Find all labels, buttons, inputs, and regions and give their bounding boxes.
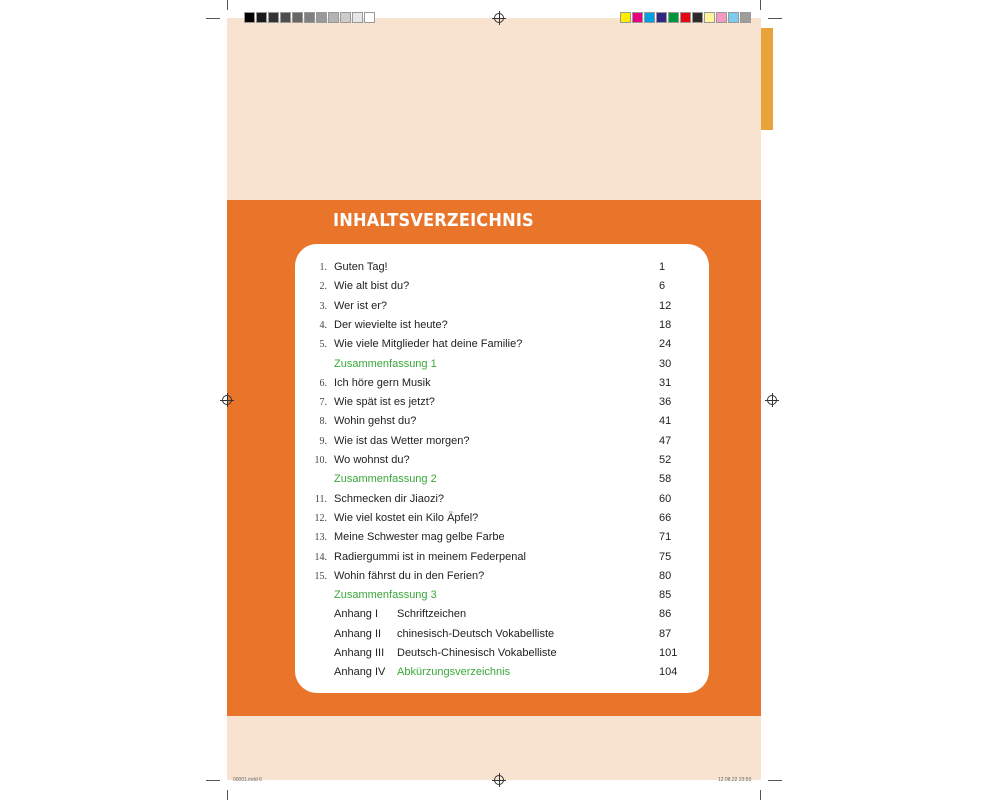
- toc-title: Wo wohnst du?: [334, 454, 410, 466]
- toc-row[interactable]: [295, 377, 709, 396]
- registration-mark: [494, 13, 504, 23]
- slug-date: 12.08.22 23:50: [718, 777, 752, 783]
- registration-mark: [494, 775, 504, 785]
- toc-number: 13.: [314, 532, 327, 544]
- crop-mark: [760, 790, 761, 800]
- gray-swatch: [256, 12, 267, 23]
- toc-page: 85: [659, 589, 672, 602]
- toc-title: Wohin gehst du?: [334, 415, 417, 428]
- toc-page: 60: [659, 492, 672, 505]
- toc-number: 7.: [319, 397, 327, 409]
- color-swatch: [704, 12, 715, 23]
- toc-row[interactable]: [295, 319, 709, 338]
- crop-mark: [768, 780, 782, 781]
- gray-swatch: [292, 12, 303, 23]
- toc-number: 15.: [314, 570, 327, 582]
- toc-page: 66: [659, 511, 672, 524]
- toc-title: Ich höre gern Musik: [334, 376, 431, 389]
- toc-row[interactable]: [295, 261, 709, 280]
- crop-mark: [227, 790, 228, 800]
- gray-swatch: [268, 12, 279, 23]
- toc-title: Wie spät ist es jetzt?: [334, 396, 435, 409]
- appendix-label: Anhang III: [334, 647, 385, 659]
- toc-title: Zusammenfassung 1: [334, 357, 437, 370]
- toc-number: 9.: [319, 435, 327, 447]
- toc-number: 3.: [319, 300, 327, 312]
- toc-row[interactable]: [295, 551, 709, 570]
- toc-number: 2.: [319, 281, 327, 293]
- toc-row[interactable]: [295, 300, 709, 319]
- toc-page: 47: [659, 434, 672, 447]
- gray-swatch: [352, 12, 363, 23]
- toc-row[interactable]: [295, 512, 709, 531]
- appendix-row[interactable]: [295, 647, 709, 666]
- toc-title: Zusammenfassung 3: [334, 589, 437, 602]
- toc-row[interactable]: [295, 435, 709, 454]
- toc-title: Der wievielte ist heute?: [334, 318, 448, 331]
- toc-heading: INHALTSVERZEICHNIS: [333, 210, 534, 231]
- toc-number: 10.: [314, 455, 327, 466]
- toc-row[interactable]: [295, 473, 709, 492]
- toc-number: 1.: [319, 262, 327, 273]
- toc-page: 6: [659, 280, 666, 293]
- appendix-page: 101: [659, 647, 678, 659]
- toc-row[interactable]: [295, 570, 709, 589]
- color-swatch: [668, 12, 679, 23]
- toc-page: 36: [659, 396, 672, 409]
- toc-page: 30: [659, 357, 672, 370]
- toc-number: 14.: [314, 551, 327, 563]
- crop-mark: [768, 18, 782, 19]
- toc-title: Wie alt bist du?: [334, 280, 410, 293]
- crop-mark: [227, 0, 228, 10]
- appendix-label: Anhang II: [334, 627, 382, 640]
- toc-row[interactable]: [295, 396, 709, 415]
- toc-page: 12: [659, 299, 672, 312]
- toc-card: [295, 244, 709, 693]
- appendix-title: Abkürzungsverzeichnis: [397, 666, 511, 679]
- page-edge-tab: [761, 28, 773, 130]
- color-swatch: [740, 12, 751, 23]
- appendix-page: 104: [659, 666, 678, 679]
- appendix-row[interactable]: [295, 666, 709, 685]
- toc-title: Wie ist das Wetter morgen?: [334, 434, 470, 447]
- toc-title: Zusammenfassung 2: [334, 473, 437, 486]
- toc-title: Guten Tag!: [334, 261, 388, 273]
- toc-page: 75: [659, 550, 672, 563]
- toc-title: Meine Schwester mag gelbe Farbe: [334, 531, 505, 544]
- gray-swatch: [340, 12, 351, 23]
- toc-number: 4.: [319, 319, 327, 331]
- color-swatch: [644, 12, 655, 23]
- appendix-row[interactable]: [295, 628, 709, 647]
- slug-filename: 00001.indd 6: [233, 777, 262, 783]
- appendix-page: 86: [659, 608, 672, 621]
- color-swatch: [692, 12, 703, 23]
- toc-number: 12.: [314, 512, 327, 524]
- toc-page: 41: [659, 415, 672, 428]
- toc-title: Radiergummi ist in meinem Federpenal: [334, 550, 526, 563]
- appendix-title: chinesisch-Deutsch Vokabelliste: [397, 627, 555, 640]
- toc-row[interactable]: [295, 589, 709, 608]
- gray-swatch: [316, 12, 327, 23]
- toc-page: 31: [659, 376, 672, 389]
- toc-number: 6.: [319, 377, 327, 389]
- appendix-label: Anhang I: [334, 608, 379, 621]
- appendix-page: 87: [659, 627, 672, 640]
- toc-title: Wie viel kostet ein Kilo Äpfel?: [334, 511, 479, 524]
- appendix-title: Deutsch-Chinesisch Vokabelliste: [397, 647, 557, 659]
- toc-page: 71: [659, 531, 672, 544]
- toc-number: 8.: [319, 416, 327, 428]
- crop-mark: [206, 18, 220, 19]
- toc-row[interactable]: [295, 358, 709, 377]
- toc-page: 58: [659, 473, 672, 486]
- toc-page: 52: [659, 454, 672, 466]
- toc-title: Wie viele Mitglieder hat deine Familie?: [334, 338, 523, 351]
- color-swatch: [656, 12, 667, 23]
- toc-row[interactable]: [295, 415, 709, 434]
- appendix-label: Anhang IV: [334, 666, 386, 679]
- toc-title: Wer ist er?: [334, 299, 387, 312]
- gray-swatch: [328, 12, 339, 23]
- toc-title: Wohin fährst du in den Ferien?: [334, 569, 485, 582]
- toc-row[interactable]: [295, 493, 709, 512]
- gray-swatch: [280, 12, 291, 23]
- crop-mark: [760, 0, 761, 10]
- toc-page: 24: [659, 338, 672, 351]
- color-swatch: [680, 12, 691, 23]
- gray-swatch: [364, 12, 375, 23]
- appendix-title: Schriftzeichen: [397, 608, 467, 621]
- toc-number: 11.: [314, 493, 327, 505]
- gray-swatch: [244, 12, 255, 23]
- toc-row[interactable]: [295, 280, 709, 299]
- color-swatch: [632, 12, 643, 23]
- toc-row[interactable]: [295, 454, 709, 473]
- color-swatch: [728, 12, 739, 23]
- toc-row[interactable]: [295, 531, 709, 550]
- registration-mark: [767, 395, 777, 405]
- toc-page: 80: [659, 569, 672, 582]
- toc-title: Schmecken dir Jiaozi?: [334, 492, 445, 505]
- color-swatch: [716, 12, 727, 23]
- toc-row[interactable]: [295, 338, 709, 357]
- registration-mark: [222, 395, 232, 405]
- gray-swatch: [304, 12, 315, 23]
- toc-page: 1: [659, 261, 666, 273]
- color-swatch: [620, 12, 631, 23]
- appendix-row[interactable]: [295, 608, 709, 627]
- toc-number: 5.: [319, 339, 327, 351]
- crop-mark: [206, 780, 220, 781]
- toc-page: 18: [659, 318, 672, 331]
